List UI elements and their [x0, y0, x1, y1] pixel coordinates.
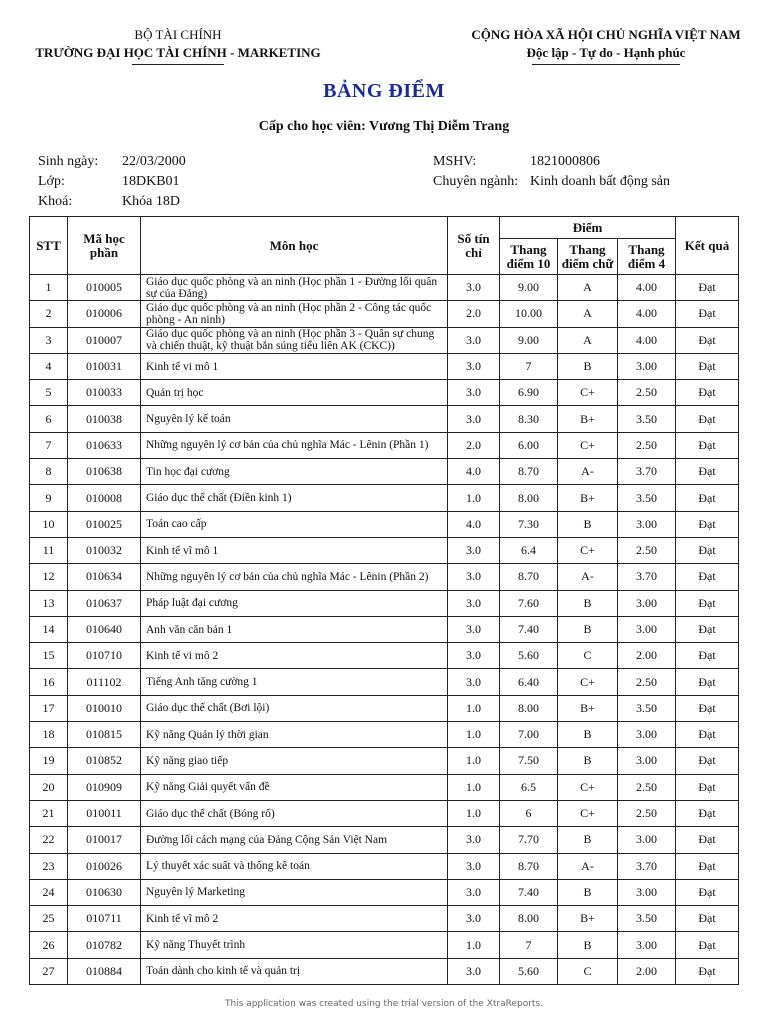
scale4-cell: 3.70	[618, 564, 676, 590]
credits-cell: 3.0	[448, 380, 500, 406]
credits-cell: 4.0	[448, 459, 500, 485]
stt-cell: 20	[30, 774, 68, 800]
scale10-cell: 8.00	[500, 906, 558, 932]
credits-cell: 3.0	[448, 643, 500, 669]
letter-grade-cell: B	[558, 590, 618, 616]
header-scale10: Thang điểm 10	[500, 239, 558, 275]
class-value: 18DKB01	[122, 174, 180, 189]
scale10-cell: 7	[500, 932, 558, 958]
course-code-cell: 010782	[68, 932, 141, 958]
header-result: Kết quả	[676, 217, 739, 275]
scale4-cell: 3.00	[618, 353, 676, 379]
stt-cell: 1	[30, 275, 68, 301]
table-row	[30, 932, 739, 958]
result-cell: Đạt	[676, 958, 739, 984]
stt-cell: 7	[30, 432, 68, 458]
subject-cell: Kinh tế vĩ mô 1	[141, 537, 448, 563]
course-code-cell: 010884	[68, 958, 141, 984]
result-cell: Đạt	[676, 406, 739, 432]
table-row	[30, 485, 739, 511]
letter-grade-cell: B	[558, 616, 618, 642]
header-course-code: Mã học phần	[68, 217, 141, 275]
subject-cell: Kinh tế vi mô 2	[141, 643, 448, 669]
header-left	[28, 26, 328, 65]
table-row	[30, 564, 739, 590]
table-row	[30, 774, 739, 800]
credits-cell: 2.0	[448, 301, 500, 327]
cohort-value: Khóa 18D	[122, 194, 180, 209]
page-title: BẢNG ĐIỂM	[323, 80, 445, 102]
subject-cell: Pháp luật đại cương	[141, 590, 448, 616]
credits-cell: 1.0	[448, 774, 500, 800]
course-code-cell: 010815	[68, 722, 141, 748]
dob-label: Sinh ngày:	[38, 154, 99, 169]
scale4-cell: 3.70	[618, 853, 676, 879]
course-code-cell: 010005	[68, 275, 141, 301]
letter-grade-cell: B	[558, 748, 618, 774]
table-row	[30, 590, 739, 616]
table-row	[30, 275, 739, 301]
letter-grade-cell: C+	[558, 432, 618, 458]
credits-cell: 3.0	[448, 958, 500, 984]
header-stt: STT	[30, 217, 68, 275]
table-row	[30, 669, 739, 695]
credits-cell: 2.0	[448, 432, 500, 458]
credits-cell: 3.0	[448, 537, 500, 563]
letter-grade-cell: B	[558, 932, 618, 958]
scale10-cell: 6	[500, 800, 558, 826]
letter-grade-cell: B+	[558, 485, 618, 511]
letter-grade-cell: A-	[558, 459, 618, 485]
subject-cell: Giáo dục thể chất (Bơi lội)	[141, 695, 448, 721]
course-code-cell: 011102	[68, 669, 141, 695]
letter-grade-cell: C+	[558, 800, 618, 826]
credits-cell: 3.0	[448, 906, 500, 932]
stt-cell: 25	[30, 906, 68, 932]
subject-cell: Quản trị học	[141, 380, 448, 406]
letter-grade-cell: C+	[558, 537, 618, 563]
letter-grade-cell: B	[558, 722, 618, 748]
scale10-cell: 7	[500, 353, 558, 379]
table-row	[30, 511, 739, 537]
letter-grade-cell: C+	[558, 669, 618, 695]
letter-grade-cell: C+	[558, 774, 618, 800]
national-motto: Độc lập - Tự do - Hạnh phúc	[526, 45, 686, 60]
credits-cell: 3.0	[448, 590, 500, 616]
letter-grade-cell: C	[558, 643, 618, 669]
stt-cell: 2	[30, 301, 68, 327]
table-row	[30, 353, 739, 379]
scale4-cell: 4.00	[618, 275, 676, 301]
scale4-cell: 3.50	[618, 406, 676, 432]
scale4-cell: 3.00	[618, 879, 676, 905]
subject-cell: Giáo dục quốc phòng và an ninh (Học phần 1 - Đường lối quân sự của Đảng)	[141, 275, 448, 301]
subject-cell: Toán dành cho kinh tế và quản trị	[141, 958, 448, 984]
letter-grade-cell: B+	[558, 695, 618, 721]
credits-cell: 3.0	[448, 879, 500, 905]
header-scale4: Thang điểm 4	[618, 239, 676, 275]
subject-cell: Nguyên lý kế toán	[141, 406, 448, 432]
scale10-cell: 6.00	[500, 432, 558, 458]
scale4-cell: 2.00	[618, 643, 676, 669]
stt-cell: 16	[30, 669, 68, 695]
table-row	[30, 643, 739, 669]
table-row	[30, 327, 739, 353]
scale10-cell: 8.00	[500, 485, 558, 511]
credits-cell: 1.0	[448, 695, 500, 721]
grade-rows	[30, 275, 739, 985]
subject-cell: Đường lối cách mạng của Đảng Cộng Sản Việt Nam	[141, 827, 448, 853]
table-row	[30, 748, 739, 774]
scale4-cell: 2.50	[618, 537, 676, 563]
letter-grade-cell: B+	[558, 406, 618, 432]
course-code-cell: 010010	[68, 695, 141, 721]
scale10-cell: 6.5	[500, 774, 558, 800]
subject-cell: Kinh tế vĩ mô 2	[141, 906, 448, 932]
table-row	[30, 616, 739, 642]
stt-cell: 21	[30, 800, 68, 826]
scale10-cell: 8.00	[500, 695, 558, 721]
stt-cell: 3	[30, 327, 68, 353]
dob-value: 22/03/2000	[122, 154, 186, 169]
credits-cell: 1.0	[448, 932, 500, 958]
ministry-name: BỘ TÀI CHÍNH	[134, 27, 222, 42]
course-code-cell: 010025	[68, 511, 141, 537]
scale4-cell: 2.50	[618, 800, 676, 826]
table-row	[30, 432, 739, 458]
table-row	[30, 537, 739, 563]
letter-grade-cell: A	[558, 327, 618, 353]
university-name: TRƯỜNG ĐẠI HỌC TÀI CHÍNH - MARKETING	[35, 45, 321, 60]
subject-cell: Giáo dục quốc phòng và an ninh (Học phần 3 - Quân sự chung và chiến thuật, kỹ thuật bắn súng tiểu liên AK (CKC))	[141, 327, 448, 353]
course-code-cell: 010711	[68, 906, 141, 932]
subject-cell: Kinh tế vi mô 1	[141, 353, 448, 379]
course-code-cell: 010006	[68, 301, 141, 327]
credits-cell: 3.0	[448, 616, 500, 642]
scale10-cell: 7.00	[500, 722, 558, 748]
result-cell: Đạt	[676, 537, 739, 563]
stt-cell: 23	[30, 853, 68, 879]
result-cell: Đạt	[676, 879, 739, 905]
header-right	[466, 26, 746, 65]
stt-cell: 14	[30, 616, 68, 642]
result-cell: Đạt	[676, 380, 739, 406]
scale4-cell: 4.00	[618, 301, 676, 327]
scale4-cell: 3.50	[618, 695, 676, 721]
cohort-label: Khoá:	[38, 194, 73, 209]
stt-cell: 27	[30, 958, 68, 984]
subject-cell: Kỹ năng Giải quyết vấn đề	[141, 774, 448, 800]
table-row	[30, 406, 739, 432]
subject-cell: Tiếng Anh tăng cường 1	[141, 669, 448, 695]
letter-grade-cell: B	[558, 879, 618, 905]
course-code-cell: 010634	[68, 564, 141, 590]
subject-cell: Tin học đại cương	[141, 459, 448, 485]
result-cell: Đạt	[676, 485, 739, 511]
scale4-cell: 3.50	[618, 485, 676, 511]
subject-cell: Những nguyên lý cơ bản của chủ nghĩa Mác - Lênin (Phần 2)	[141, 564, 448, 590]
scale10-cell: 9.00	[500, 275, 558, 301]
course-code-cell: 010637	[68, 590, 141, 616]
course-code-cell: 010630	[68, 879, 141, 905]
result-cell: Đạt	[676, 748, 739, 774]
subject-cell: Kỹ năng Thuyết trình	[141, 932, 448, 958]
scale4-cell: 3.00	[618, 616, 676, 642]
credits-cell: 3.0	[448, 564, 500, 590]
subject-cell: Toán cao cấp	[141, 511, 448, 537]
result-cell: Đạt	[676, 459, 739, 485]
student-id-label: MSHV:	[433, 154, 477, 169]
scale4-cell: 3.00	[618, 590, 676, 616]
letter-grade-cell: B	[558, 511, 618, 537]
scale4-cell: 3.70	[618, 459, 676, 485]
course-code-cell: 010852	[68, 748, 141, 774]
table-row	[30, 958, 739, 984]
credits-cell: 1.0	[448, 722, 500, 748]
course-code-cell: 010033	[68, 380, 141, 406]
result-cell: Đạt	[676, 590, 739, 616]
stt-cell: 18	[30, 722, 68, 748]
course-code-cell: 010638	[68, 459, 141, 485]
credits-cell: 3.0	[448, 827, 500, 853]
table-row	[30, 380, 739, 406]
table-row	[30, 853, 739, 879]
result-cell: Đạt	[676, 722, 739, 748]
major-label: Chuyên ngành:	[433, 174, 519, 189]
scale10-cell: 7.30	[500, 511, 558, 537]
credits-cell: 4.0	[448, 511, 500, 537]
header-score-group: Điểm	[500, 217, 676, 239]
scale4-cell: 3.50	[618, 906, 676, 932]
stt-cell: 15	[30, 643, 68, 669]
student-info-right	[433, 152, 670, 192]
credits-cell: 3.0	[448, 327, 500, 353]
scale10-cell: 10.00	[500, 301, 558, 327]
scale4-cell: 2.00	[618, 958, 676, 984]
credits-cell: 3.0	[448, 669, 500, 695]
header-credits: Số tín chỉ	[448, 217, 500, 275]
result-cell: Đạt	[676, 669, 739, 695]
issued-to: Cấp cho học viên: Vương Thị Diễm Trang	[258, 119, 510, 134]
stt-cell: 9	[30, 485, 68, 511]
major-value: Kinh doanh bất động sản	[530, 174, 670, 189]
course-code-cell: 010008	[68, 485, 141, 511]
course-code-cell: 010011	[68, 800, 141, 826]
letter-grade-cell: B+	[558, 906, 618, 932]
credits-cell: 3.0	[448, 853, 500, 879]
course-code-cell: 010633	[68, 432, 141, 458]
scale10-cell: 6.90	[500, 380, 558, 406]
subject-cell: Nguyên lý Marketing	[141, 879, 448, 905]
result-cell: Đạt	[676, 800, 739, 826]
letter-grade-cell: A	[558, 275, 618, 301]
scale4-cell: 3.00	[618, 748, 676, 774]
scale10-cell: 8.70	[500, 564, 558, 590]
stt-cell: 4	[30, 353, 68, 379]
credits-cell: 1.0	[448, 485, 500, 511]
credits-cell: 3.0	[448, 406, 500, 432]
stt-cell: 5	[30, 380, 68, 406]
result-cell: Đạt	[676, 275, 739, 301]
header-subject: Môn học	[141, 217, 448, 275]
scale10-cell: 6.40	[500, 669, 558, 695]
table-row	[30, 459, 739, 485]
result-cell: Đạt	[676, 695, 739, 721]
scale4-cell: 3.00	[618, 827, 676, 853]
credits-cell: 3.0	[448, 275, 500, 301]
stt-cell: 11	[30, 537, 68, 563]
letter-grade-cell: A-	[558, 853, 618, 879]
scale10-cell: 8.70	[500, 853, 558, 879]
course-code-cell: 010026	[68, 853, 141, 879]
result-cell: Đạt	[676, 906, 739, 932]
credits-cell: 1.0	[448, 748, 500, 774]
result-cell: Đạt	[676, 827, 739, 853]
result-cell: Đạt	[676, 301, 739, 327]
course-code-cell: 010017	[68, 827, 141, 853]
letter-grade-cell: B	[558, 827, 618, 853]
letter-grade-cell: C	[558, 958, 618, 984]
table-row	[30, 879, 739, 905]
scale10-cell: 8.70	[500, 459, 558, 485]
divider	[132, 64, 224, 65]
scale4-cell: 2.50	[618, 669, 676, 695]
scale4-cell: 2.50	[618, 774, 676, 800]
result-cell: Đạt	[676, 511, 739, 537]
subject-cell: Lý thuyết xác suất và thống kê toán	[141, 853, 448, 879]
header-letter-grade: Thang điểm chữ	[558, 239, 618, 275]
scale4-cell: 4.00	[618, 327, 676, 353]
course-code-cell: 010710	[68, 643, 141, 669]
result-cell: Đạt	[676, 564, 739, 590]
result-cell: Đạt	[676, 616, 739, 642]
stt-cell: 13	[30, 590, 68, 616]
stt-cell: 10	[30, 511, 68, 537]
subject-cell: Giáo dục thể chất (Điền kinh 1)	[141, 485, 448, 511]
scale4-cell: 3.00	[618, 932, 676, 958]
subject-cell: Kỹ năng giao tiếp	[141, 748, 448, 774]
letter-grade-cell: B	[558, 353, 618, 379]
course-code-cell: 010032	[68, 537, 141, 563]
table-row	[30, 827, 739, 853]
table-row	[30, 301, 739, 327]
course-code-cell: 010038	[68, 406, 141, 432]
course-code-cell: 010031	[68, 353, 141, 379]
table-row	[30, 800, 739, 826]
table-row	[30, 695, 739, 721]
letter-grade-cell: A-	[558, 564, 618, 590]
scale10-cell: 7.50	[500, 748, 558, 774]
stt-cell: 6	[30, 406, 68, 432]
scale10-cell: 6.4	[500, 537, 558, 563]
scale4-cell: 2.50	[618, 432, 676, 458]
footer-note: This application was created using the trial version of the XtraReports.	[224, 999, 544, 1009]
letter-grade-cell: A	[558, 301, 618, 327]
table-row	[30, 906, 739, 932]
subject-cell: Những nguyên lý cơ bản của chủ nghĩa Mác - Lênin (Phần 1)	[141, 432, 448, 458]
course-code-cell: 010909	[68, 774, 141, 800]
stt-cell: 22	[30, 827, 68, 853]
scale10-cell: 7.40	[500, 879, 558, 905]
divider	[532, 64, 680, 65]
result-cell: Đạt	[676, 643, 739, 669]
student-info-left	[38, 152, 186, 212]
result-cell: Đạt	[676, 327, 739, 353]
scale10-cell: 7.70	[500, 827, 558, 853]
scale10-cell: 5.60	[500, 958, 558, 984]
scale10-cell: 8.30	[500, 406, 558, 432]
student-id-value: 1821000806	[530, 154, 600, 169]
subject-cell: Giáo dục quốc phòng và an ninh (Học phần 2 - Công tác quốc phòng - An ninh)	[141, 301, 448, 327]
stt-cell: 17	[30, 695, 68, 721]
result-cell: Đạt	[676, 932, 739, 958]
result-cell: Đạt	[676, 432, 739, 458]
scale4-cell: 3.00	[618, 722, 676, 748]
scale10-cell: 7.60	[500, 590, 558, 616]
scale4-cell: 3.00	[618, 511, 676, 537]
course-code-cell: 010007	[68, 327, 141, 353]
grades-table	[29, 216, 739, 985]
scale4-cell: 2.50	[618, 380, 676, 406]
subject-cell: Kỹ năng Quản lý thời gian	[141, 722, 448, 748]
table-row	[30, 722, 739, 748]
stt-cell: 12	[30, 564, 68, 590]
credits-cell: 3.0	[448, 353, 500, 379]
stt-cell: 24	[30, 879, 68, 905]
result-cell: Đạt	[676, 353, 739, 379]
credits-cell: 1.0	[448, 800, 500, 826]
scale10-cell: 9.00	[500, 327, 558, 353]
subject-cell: Giáo dục thể chất (Bóng rổ)	[141, 800, 448, 826]
stt-cell: 19	[30, 748, 68, 774]
course-code-cell: 010640	[68, 616, 141, 642]
stt-cell: 26	[30, 932, 68, 958]
scale10-cell: 5.60	[500, 643, 558, 669]
result-cell: Đạt	[676, 853, 739, 879]
class-label: Lớp:	[38, 174, 65, 189]
stt-cell: 8	[30, 459, 68, 485]
result-cell: Đạt	[676, 774, 739, 800]
scale10-cell: 7.40	[500, 616, 558, 642]
letter-grade-cell: C+	[558, 380, 618, 406]
subject-cell: Anh văn căn bản 1	[141, 616, 448, 642]
republic-name: CỘNG HÒA XÃ HỘI CHỦ NGHĨA VIỆT NAM	[471, 27, 741, 42]
